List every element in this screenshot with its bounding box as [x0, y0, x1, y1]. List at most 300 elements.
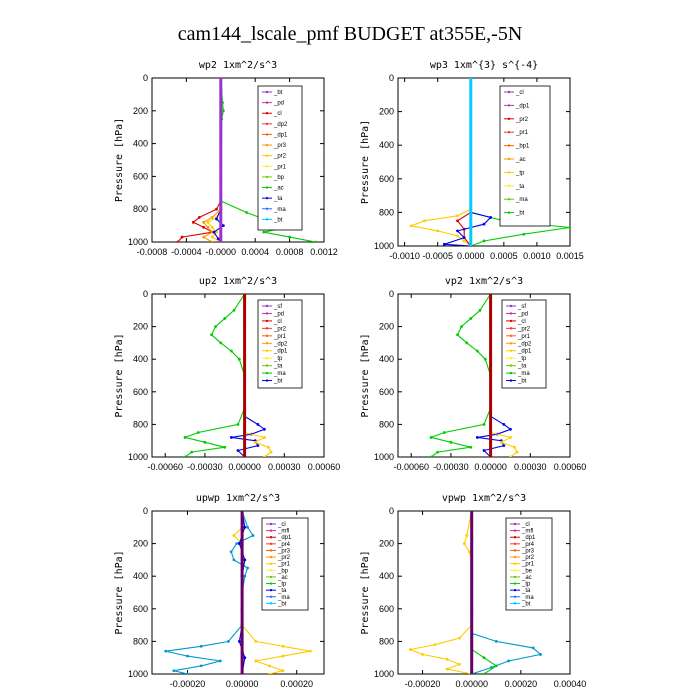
legend-marker: [270, 602, 272, 604]
legend-entry: _pr2: [516, 116, 529, 123]
legend-entry: _pr1: [278, 561, 291, 568]
y-tick-label: 1000: [127, 237, 148, 247]
panel-5: [360, 493, 586, 689]
y-tick-label: 800: [132, 419, 148, 430]
legend-marker: [270, 523, 272, 525]
series-point: [509, 436, 512, 439]
series-point: [470, 640, 473, 643]
series-point: [463, 240, 466, 243]
series-point: [456, 235, 459, 238]
series-point: [484, 358, 487, 361]
series-point: [469, 245, 472, 248]
legend-marker: [266, 342, 268, 344]
series-point: [233, 309, 236, 312]
legend-marker: [514, 556, 516, 558]
x-tick-label: 0.00020: [504, 679, 538, 689]
y-tick-label: 400: [132, 138, 148, 149]
series-point: [219, 93, 222, 96]
legend-entry: _pr4: [278, 541, 291, 548]
series-line-dp2: [185, 294, 245, 457]
series-point: [217, 237, 220, 240]
legend-marker: [270, 582, 272, 584]
legend-marker: [510, 372, 512, 374]
legend-entry: _sf: [274, 304, 283, 310]
series-point: [489, 390, 492, 393]
x-tick-label: 0.0005: [490, 251, 518, 261]
series-point: [262, 231, 265, 234]
legend-marker: [514, 543, 516, 545]
x-tick-label: 0.0010: [523, 251, 551, 261]
series-point: [219, 241, 222, 244]
series-point: [243, 293, 246, 296]
legend-entry: _cl: [274, 318, 282, 325]
panel-title: up2 1xm^2/s^3: [198, 276, 278, 287]
panels: [114, 60, 586, 689]
legend-marker: [266, 320, 268, 322]
series-point: [219, 342, 222, 345]
series-point: [263, 428, 266, 431]
series-point: [243, 325, 246, 328]
series-point: [241, 640, 244, 643]
series-point: [237, 423, 240, 426]
series-point: [465, 342, 468, 345]
legend-marker: [266, 123, 268, 125]
x-tick-label: 0.00060: [553, 462, 587, 472]
y-tick-label: 0: [142, 289, 148, 299]
legend-marker: [266, 379, 268, 381]
legend-entry: _pr1: [516, 130, 529, 137]
y-tick-label: 0: [142, 73, 148, 83]
y-tick-label: 200: [378, 538, 394, 549]
series-point: [268, 664, 271, 667]
series-point: [469, 317, 472, 320]
legend-entry: _ma: [522, 594, 534, 601]
series-point: [200, 645, 203, 648]
y-tick-label: 200: [132, 105, 148, 116]
series-point: [470, 607, 473, 610]
legend-entry: _bt: [518, 378, 527, 385]
legend-marker: [270, 536, 272, 538]
series-point: [458, 637, 461, 640]
legend-marker: [508, 171, 510, 173]
series-point: [254, 640, 257, 643]
legend-entry: _tp: [516, 170, 525, 177]
legend-marker: [514, 523, 516, 525]
legend: [258, 300, 302, 388]
legend-marker: [270, 556, 272, 558]
legend-entry: _pr2: [518, 326, 531, 333]
x-tick-label: 0.0000: [457, 251, 485, 261]
legend-marker: [514, 536, 516, 538]
legend-marker: [510, 312, 512, 314]
series-point: [219, 159, 222, 162]
legend-marker: [508, 91, 510, 93]
legend-entry: _cl: [522, 522, 530, 528]
legend-marker: [266, 154, 268, 156]
legend-marker: [514, 602, 516, 604]
y-tick-label: 0: [142, 506, 148, 516]
legend-marker: [514, 582, 516, 584]
legend: [506, 518, 552, 610]
x-tick-label: 0.00020: [280, 679, 313, 689]
series-point: [456, 219, 459, 222]
legend-entry: _cl: [516, 90, 524, 96]
series-point: [235, 542, 238, 545]
series-line-tp: [444, 78, 490, 246]
series-point: [243, 390, 246, 393]
series-point: [309, 650, 312, 653]
series-line-cl: [458, 78, 471, 246]
x-tick-label: 0.00030: [514, 462, 547, 472]
legend-marker: [266, 305, 268, 307]
series-point: [200, 664, 203, 667]
series-point: [219, 224, 222, 227]
y-axis-label: Pressure [hPa]: [114, 550, 125, 635]
legend-entry: _bt: [274, 378, 283, 385]
series-point: [483, 240, 486, 243]
legend-entry: _ac: [522, 574, 532, 581]
legend-marker: [514, 576, 516, 578]
series-point: [243, 358, 246, 361]
legend: [258, 86, 302, 230]
series-point: [483, 223, 486, 226]
series-point: [219, 660, 222, 663]
x-tick-label: -0.0008: [136, 247, 168, 257]
x-tick-label: -0.0004: [171, 247, 202, 257]
legend-entry: _pr2: [274, 153, 287, 160]
series-point: [241, 673, 244, 676]
legend-entry: _ac: [278, 574, 288, 581]
legend-entry: _ac: [516, 157, 526, 163]
series-point: [483, 423, 486, 426]
legend-marker: [510, 342, 512, 344]
legend-entry: _tp: [518, 356, 527, 363]
legend-marker: [510, 364, 512, 366]
series-point: [211, 236, 214, 239]
series-point: [470, 575, 473, 578]
series-line-pr2: [410, 511, 471, 674]
series-point: [436, 229, 439, 232]
legend-marker: [514, 549, 516, 551]
legend-marker: [266, 186, 268, 188]
y-axis-label: Pressure [hPa]: [114, 117, 125, 203]
series-point: [246, 526, 249, 529]
legend-marker: [510, 305, 512, 307]
x-tick-label: -0.0010: [389, 251, 420, 261]
legend-marker: [510, 350, 512, 352]
x-tick-label: 0.00000: [228, 462, 261, 472]
series-point: [489, 423, 492, 426]
y-tick-label: 600: [378, 603, 394, 614]
y-tick-label: 800: [378, 419, 394, 430]
series-point: [522, 233, 525, 236]
series-point: [282, 669, 285, 672]
legend-marker: [266, 208, 268, 210]
series-point: [241, 510, 244, 513]
series-point: [489, 293, 492, 296]
series-point: [238, 542, 241, 545]
legend-entry: _ta: [516, 183, 525, 190]
series-point: [202, 226, 205, 229]
legend-entry: _pr2: [278, 555, 291, 562]
series-point: [243, 423, 246, 426]
legend-entry: _ma: [278, 594, 290, 601]
series-point: [198, 216, 201, 219]
panel-title: wp2 1xm^2/s^3: [198, 60, 278, 71]
series-point: [483, 449, 486, 452]
legend-entry: _bp: [278, 568, 289, 575]
legend-entry: _bt: [516, 210, 525, 217]
legend-entry: _cl: [274, 111, 282, 118]
y-tick-label: 600: [132, 171, 148, 182]
series-point: [458, 663, 461, 666]
series-point: [421, 653, 424, 656]
y-axis-label: Pressure [hPa]: [360, 333, 371, 418]
series-point: [230, 436, 233, 439]
series-point: [211, 241, 214, 244]
series-point: [254, 441, 257, 444]
series-line-tp: [166, 511, 253, 674]
legend-entry: _dp2: [274, 121, 288, 128]
legend-marker: [510, 327, 512, 329]
series-point: [176, 241, 179, 244]
legend-entry: _pd: [274, 100, 285, 107]
legend-entry: _bt: [274, 90, 283, 96]
y-axis-label: Pressure [hPa]: [114, 333, 125, 418]
series-point: [204, 441, 207, 444]
series-point: [516, 451, 519, 454]
series-point: [222, 224, 225, 227]
panel-title: wp3 1xm^{3} s^{-4}: [429, 60, 539, 71]
series-point: [470, 510, 473, 513]
series-point: [186, 673, 189, 676]
series-point: [469, 446, 472, 449]
x-tick-label: 0.00000: [455, 679, 488, 689]
legend-entry: _bp1: [516, 143, 530, 150]
y-tick-label: 400: [132, 354, 148, 365]
series-line-ac: [472, 511, 497, 674]
y-tick-label: 600: [132, 603, 148, 614]
x-tick-label: -0.00030: [433, 462, 469, 472]
legend-marker: [514, 596, 516, 598]
legend-marker: [266, 165, 268, 167]
series-point: [446, 658, 449, 661]
x-tick-label: 0.0012: [310, 247, 338, 257]
legend-entry: _cl: [278, 522, 286, 528]
legend-entry: _ta: [522, 588, 531, 595]
series-point: [423, 219, 426, 222]
y-tick-label: 600: [378, 386, 394, 397]
legend-entry: _dp1: [274, 348, 288, 355]
series-point: [446, 668, 449, 671]
legend-entry: _pr2: [522, 555, 535, 562]
series-point: [243, 656, 246, 659]
legend-entry: _ma: [274, 206, 286, 213]
y-tick-label: 0: [388, 506, 394, 516]
x-tick-label: -0.00020: [404, 679, 441, 689]
y-tick-label: 1000: [373, 669, 394, 679]
legend-entry: _pr1: [274, 333, 287, 340]
y-tick-label: 200: [132, 321, 148, 332]
legend-entry: _dp1: [274, 132, 288, 139]
series-point: [270, 451, 273, 454]
x-tick-label: 0.0004: [241, 247, 269, 257]
series-point: [164, 650, 167, 653]
series-point: [489, 325, 492, 328]
legend-marker: [266, 176, 268, 178]
legend-marker: [266, 197, 268, 199]
series-point: [489, 456, 492, 459]
series-point: [495, 664, 498, 667]
series-point: [469, 161, 472, 164]
legend-entry: _ac: [274, 185, 284, 192]
series-point: [463, 236, 466, 239]
x-tick-label: 0.0008: [275, 247, 304, 257]
legend-entry: _tp: [278, 581, 287, 588]
figure-title: cam144_lscale_pmf BUDGET at355E,-5N: [177, 23, 523, 45]
legend-entry: _pr3: [522, 548, 535, 555]
series-point: [409, 648, 412, 651]
legend-entry: _pr1: [274, 164, 287, 171]
y-tick-label: 400: [378, 571, 394, 582]
series-point: [263, 436, 266, 439]
y-tick-label: 800: [132, 204, 148, 215]
series-point: [410, 224, 413, 227]
series-point: [256, 423, 259, 426]
series-point: [227, 640, 230, 643]
legend-entry: _dp1: [516, 103, 530, 110]
y-tick-label: 400: [378, 354, 394, 365]
series-point: [230, 550, 233, 553]
series-point: [219, 126, 222, 129]
series-point: [245, 211, 248, 214]
series-line-pr3: [208, 78, 221, 242]
legend-entry: _ma: [516, 197, 528, 204]
legend-marker: [266, 101, 268, 103]
series-point: [219, 142, 222, 145]
series-point: [539, 653, 542, 656]
series-point: [469, 77, 472, 80]
legend-marker: [266, 364, 268, 366]
series-point: [197, 431, 200, 434]
series-point: [219, 208, 222, 211]
legend-marker: [270, 529, 272, 531]
series-point: [254, 660, 257, 663]
series-point: [233, 559, 236, 562]
series-point: [463, 542, 466, 545]
legend-marker: [266, 91, 268, 93]
series-point: [237, 449, 240, 452]
x-tick-label: 0.0015: [556, 251, 584, 261]
series-point: [450, 441, 453, 444]
series-point: [243, 575, 246, 578]
x-tick-label: 0.00030: [268, 462, 301, 472]
legend-entry: _tp: [274, 356, 283, 363]
legend-marker: [270, 562, 272, 564]
series-point: [223, 446, 226, 449]
legend-entry: _pr2: [274, 326, 287, 333]
legend-marker: [508, 211, 510, 213]
x-tick-label: 0.00000: [474, 462, 507, 472]
y-tick-label: 800: [378, 636, 394, 647]
x-tick-label: 0.00000: [225, 679, 259, 689]
legend-marker: [508, 144, 510, 146]
series-point: [513, 446, 516, 449]
x-tick-label: -0.0005: [422, 251, 453, 261]
series-point: [456, 229, 459, 232]
series-point: [233, 534, 236, 537]
series-point: [241, 575, 244, 578]
series-point: [433, 643, 436, 646]
legend: [262, 518, 308, 610]
legend-marker: [270, 589, 272, 591]
series-point: [502, 444, 505, 447]
x-tick-label: 0.00060: [307, 462, 341, 472]
legend-entry: _ma: [274, 371, 286, 378]
legend-entry: _dp1: [518, 348, 532, 355]
series-point: [460, 325, 463, 328]
series-point: [470, 542, 473, 545]
legend-entry: _bt: [278, 601, 287, 608]
legend-entry: _pd: [274, 311, 285, 318]
legend-entry: _ma: [518, 371, 530, 378]
legend-entry: _tp: [522, 581, 531, 588]
series-point: [243, 559, 246, 562]
series-point: [219, 191, 222, 194]
series-point: [509, 428, 512, 431]
series-point: [252, 534, 255, 537]
legend-marker: [514, 569, 516, 571]
legend-marker: [508, 118, 510, 120]
series-point: [263, 456, 266, 459]
series-point: [443, 243, 446, 246]
series-point: [184, 456, 187, 459]
series-point: [243, 526, 246, 529]
x-tick-label: -0.00060: [393, 462, 429, 472]
legend-marker: [270, 569, 272, 571]
series-point: [476, 350, 479, 353]
y-tick-label: 0: [388, 73, 394, 83]
legend-entry: _pr4: [522, 541, 535, 548]
series-point: [443, 431, 446, 434]
panel-1: [360, 60, 584, 261]
series-point: [184, 436, 187, 439]
legend-entry: _pr1: [518, 333, 531, 340]
panel-title: upwp 1xm^2/s^3: [195, 493, 281, 504]
legend-entry: _cl: [518, 318, 526, 325]
panel-title: vpwp 1xm^2/s^3: [441, 493, 527, 504]
legend-entry: _pr1: [522, 561, 535, 568]
series-point: [230, 350, 233, 353]
series-point: [219, 77, 222, 80]
legend-marker: [266, 350, 268, 352]
legend-marker: [514, 562, 516, 564]
legend-marker: [510, 379, 512, 381]
y-tick-label: 400: [132, 571, 148, 582]
legend-marker: [508, 198, 510, 200]
legend-marker: [270, 576, 272, 578]
legend-marker: [514, 589, 516, 591]
series-point: [207, 221, 210, 224]
legend-entry: _dp2: [518, 341, 532, 348]
series-point: [267, 446, 270, 449]
series-point: [489, 216, 492, 219]
legend-entry: _pr3: [278, 548, 291, 555]
panel-3: [360, 276, 586, 472]
legend-entry: _be: [522, 568, 533, 575]
series-point: [222, 109, 225, 112]
series-point: [202, 221, 205, 224]
